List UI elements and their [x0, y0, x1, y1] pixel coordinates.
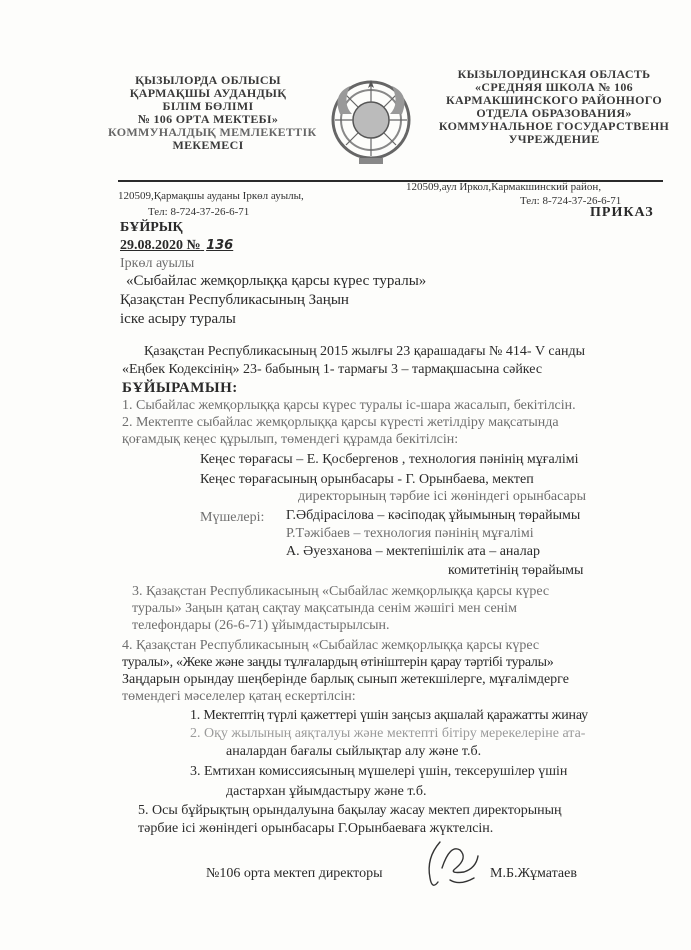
right-address: 120509,аул Иркол,Кармакшинский район, — [406, 181, 602, 193]
item-5-line1: 5. Осы бұйрықтың орындалуына бақылау жасау мектеп директорының — [138, 803, 562, 818]
header-left-line: МЕКЕМЕСІ — [172, 138, 244, 152]
header-right — [434, 68, 674, 146]
header-right-line: УЧРЕЖДЕНИЕ — [508, 132, 600, 146]
council-chair: Кеңес төрағасы – Е. Қосбергенов , технология пәнінің мұғалімі — [200, 452, 579, 467]
item-3-line3: телефондары (26-6-71) ұйымдастырылсын. — [132, 618, 390, 633]
header-right-line: КАРМАКШИНСКОГО РАЙОННОГО — [445, 93, 663, 107]
item-1: 1. Сыбайлас жемқорлыққа қарсы күрес туралы іс-шара жасалып, бекітілсін. — [122, 398, 576, 413]
order-word: БҰЙЫРАМЫН: — [122, 380, 238, 396]
sub-item-2-line2: аналардан бағалы сыйлықтар алу және т.б. — [226, 744, 482, 759]
council-deputy: Кеңес төрағасының орынбасары - Г. Орынбаева, мектеп — [200, 472, 534, 487]
preamble-line2: «Еңбек Кодексінің» 23- бабының 1- тармағы 3 – тармақшасына сәйкес — [122, 362, 543, 377]
header-left-line: № 106 ОРТА МЕКТЕБІ» — [137, 112, 279, 126]
header-right-line: ОТДЕЛА ОБРАЗОВАНИЯ» — [476, 106, 632, 120]
member-1: Г.Әбдірасілова – кәсіподақ ұйымының төрайымы — [286, 508, 581, 523]
header-left — [108, 73, 317, 152]
order-date-number — [120, 238, 233, 254]
signature-mark — [420, 838, 490, 892]
members-label: Мүшелері: — [200, 510, 265, 525]
sub-item-3-line2: дастархан ұйымдастыру және т.б. — [226, 784, 427, 799]
item-4-line4: төмендегі мәселелер қатаң ескертілсін: — [122, 689, 356, 704]
item-4-line2: туралы», «Жеке және заңды тұлғалардың өтініштерін қарау тәртібі туралы» — [122, 655, 554, 670]
handwritten-signature-icon — [420, 838, 490, 892]
item-2-line2: қоғамдық кеңес құрылып, төмендегі құрамда бекітілсін: — [122, 432, 459, 447]
header-right-line: КЫЗЫЛОРДИНСКАЯ ОБЛАСТЬ — [457, 67, 651, 81]
header-left-line: ҚЫЗЫЛОРДА ОБЛЫСЫ — [135, 73, 281, 87]
emblem-kazakhstan — [328, 74, 414, 170]
sub-item-2-line1: 2. Оқу жылының аяқталуы және мектепті бітіру мерекелеріне ата- — [190, 726, 586, 741]
preamble-line1: Қазақстан Республикасының 2015 жылғы 23 қарашадағы № 414- V санды — [144, 344, 585, 359]
item-3-line1: 3. Қазақстан Республикасының «Сыбайлас жемқорлыққа қарсы күрес — [132, 584, 550, 599]
header-left-line: ҚАРМАҚШЫ АУДАНДЫҚ — [129, 86, 287, 100]
sub-item-1: 1. Мектептің түрлі қажеттері үшін заңсыз ақшалай қаражатты жинау — [190, 708, 588, 723]
header-left-line: КОММУНАЛДЫҚ МЕМЛЕКЕТТІК — [108, 125, 317, 139]
signatory-name: М.Б.Жұматаев — [490, 866, 577, 881]
council-deputy-line2: директорының тәрбие ісі жөніндегі орынбасары — [298, 489, 587, 504]
sub-item-3-line1: 3. Емтихан комиссиясының мүшелері үшін, тексерушілер үшін — [190, 764, 568, 779]
right-phone: Тел: 8-724-37-26-6-71 — [520, 195, 622, 207]
item-3-line2: туралы» Заңын қатаң сақтау мақсатында сенім жәшігі мен сенім — [132, 601, 517, 616]
header-left-line: БІЛІМ БӨЛІМІ — [162, 99, 254, 113]
order-place: Іркөл ауылы — [120, 256, 195, 271]
order-number: 136 — [206, 238, 234, 253]
item-4-line1: 4. Қазақстан Республикасының «Сыбайлас жемқорлыққа қарсы күрес — [122, 638, 540, 653]
item-2-line1: 2. Мектепте сыбайлас жемқорлыққа қарсы күресті жетілдіру мақсатында — [122, 415, 559, 430]
order-subject-line2: Қазақстан Республикасының Заңын — [120, 292, 349, 308]
order-date: 29.08.2020 № — [120, 238, 201, 253]
item-4-line3: Заңдарын орындау шеңберінде барлық сынып жетекшілерге, мұғалімдерге — [122, 672, 569, 687]
order-title-kz: БҰЙРЫҚ — [120, 220, 183, 235]
member-3: А. Әуезханова – мектепішілік ата – аналар — [286, 544, 540, 559]
order-subject-line3: іске асыру туралы — [120, 311, 236, 327]
order-subject: «Сыбайлас жемқорлыққа қарсы күрес туралы» — [126, 273, 427, 289]
left-phone: Тел: 8-724-37-26-6-71 — [148, 206, 250, 218]
left-address: 120509,Қармақшы ауданы Іркөл ауылы, — [118, 190, 304, 202]
member-3-line2: комитетінің төрайымы — [448, 563, 584, 578]
item-5-line2: тәрбие ісі жөніндегі орынбасары Г.Орынбаеваға жүктелсін. — [138, 821, 494, 836]
emblem-icon — [328, 74, 414, 170]
header-right-line: «СРЕДНЯЯ ШКОЛА № 106 — [475, 80, 633, 94]
member-2: Р.Тәжібаев – технология пәнінің мұғалімі — [286, 526, 534, 541]
signatory-position: №106 орта мектеп директоры — [206, 866, 383, 881]
header-right-line: КОММУНАЛЬНОЕ ГОСУДАРСТВЕНН — [438, 119, 670, 133]
order-title-ru: ПРИКАЗ — [590, 205, 654, 220]
